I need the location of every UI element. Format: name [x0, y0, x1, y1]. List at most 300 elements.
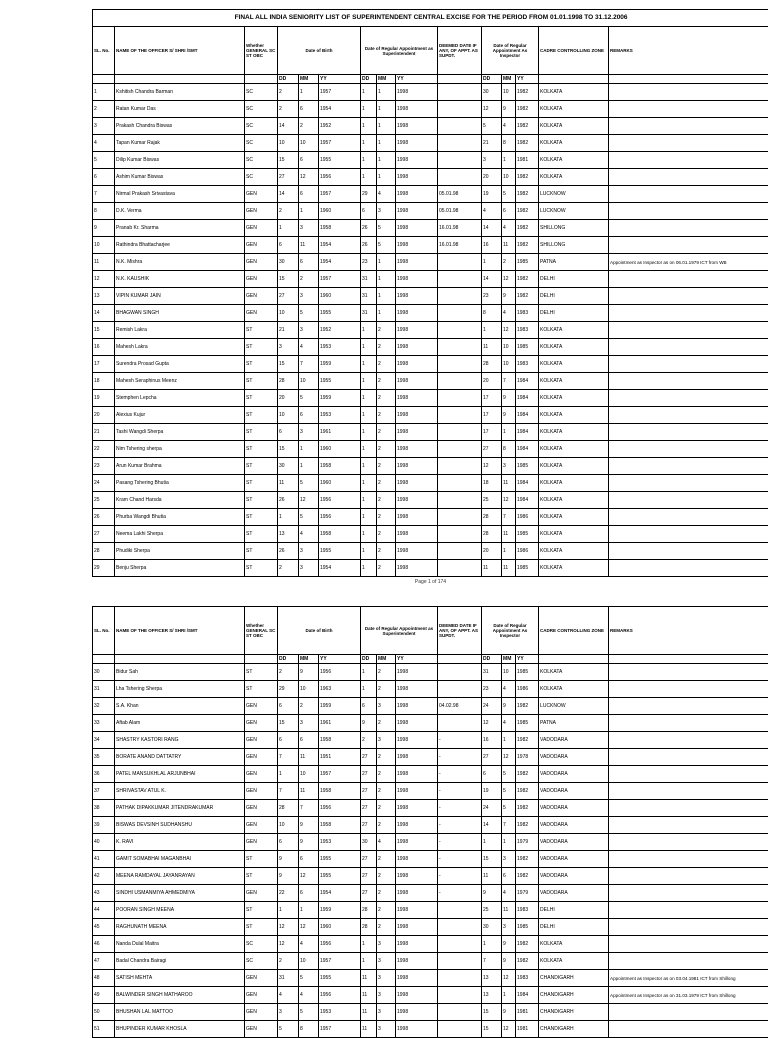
cell-insp-day: 1 [482, 834, 502, 851]
cell-insp-month: 6 [502, 868, 516, 885]
subheader-dd: DD [482, 75, 502, 84]
cell-insp-day: 14 [482, 220, 502, 237]
cell-dob-day: 6 [278, 698, 299, 715]
table-row [93, 118, 768, 135]
cell-supdt-day: 1 [361, 356, 377, 373]
cell-slno: 9 [93, 220, 115, 237]
cell-dob-month: 2 [299, 698, 319, 715]
cell-insp-day: 23 [482, 681, 502, 698]
cell-supdt-year: 1998 [396, 953, 438, 970]
cell-remarks [609, 526, 768, 543]
table-row [93, 322, 768, 339]
cell-dob-day: 7 [278, 749, 299, 766]
cell-zone: VADODARA [539, 851, 609, 868]
cell-dob-day: 10 [278, 407, 299, 424]
table-row [93, 237, 768, 254]
cell-dob-year: 1956 [319, 492, 361, 509]
cell-supdt-year: 1998 [396, 526, 438, 543]
col-header-remarks: REMARKS [609, 27, 768, 75]
cell-insp-month: 9 [502, 936, 516, 953]
cell-dob-day: 15 [278, 715, 299, 732]
page-number: Page 1 of 174 [92, 579, 768, 585]
cell-category: ST [245, 492, 278, 509]
cell-dob-month: 10 [299, 953, 319, 970]
cell-officer-name: BHUSHAN LAL MATTOO [115, 1004, 245, 1021]
cell-zone: KOLKATA [539, 118, 609, 135]
cell-insp-year: 1985 [516, 458, 539, 475]
cell-insp-year: 1979 [516, 885, 539, 902]
cell-supdt-month: 2 [377, 424, 396, 441]
cell-insp-month: 4 [502, 220, 516, 237]
cell-deemed-date: - [438, 834, 482, 851]
table-row [93, 936, 768, 953]
table-row [93, 135, 768, 152]
cell-supdt-month: 3 [377, 1021, 396, 1038]
cell-dob-year: 1955 [319, 373, 361, 390]
cell-officer-name: VIPIN KUMAR JAIN [115, 288, 245, 305]
cell-insp-year: 1985 [516, 715, 539, 732]
cell-dob-day: 10 [278, 817, 299, 834]
cell-slno: 46 [93, 936, 115, 953]
cell-slno: 30 [93, 664, 115, 681]
cell-supdt-day: 28 [361, 919, 377, 936]
cell-category: ST [245, 851, 278, 868]
column-header-row [93, 27, 768, 75]
cell-supdt-year: 1998 [396, 407, 438, 424]
cell-slno: 24 [93, 475, 115, 492]
cell-category: GEN [245, 885, 278, 902]
cell-insp-month: 8 [502, 441, 516, 458]
cell-insp-day: 31 [482, 664, 502, 681]
cell-insp-year: 1984 [516, 987, 539, 1004]
cell-supdt-month: 3 [377, 953, 396, 970]
cell-supdt-day: 1 [361, 475, 377, 492]
cell-insp-year: 1982 [516, 817, 539, 834]
cell-category: SC [245, 101, 278, 118]
col-header-deemed: DEEMED DATE IF ANY, OF APPT. AS SUPDT. [438, 27, 482, 75]
table-row [93, 715, 768, 732]
table-row [93, 220, 768, 237]
cell-slno: 28 [93, 543, 115, 560]
cell-officer-name: BISWAS DEVSINH SUDHANSHU [115, 817, 245, 834]
cell-category: ST [245, 919, 278, 936]
cell-supdt-year: 1998 [396, 868, 438, 885]
cell-supdt-month: 2 [377, 373, 396, 390]
cell-supdt-month: 3 [377, 936, 396, 953]
table-row [93, 970, 768, 987]
cell-supdt-year: 1998 [396, 817, 438, 834]
cell-insp-day: 17 [482, 390, 502, 407]
cell-remarks [609, 698, 768, 715]
cell-zone: KOLKATA [539, 664, 609, 681]
cell-zone: KOLKATA [539, 169, 609, 186]
cell-zone: VADODARA [539, 749, 609, 766]
cell-insp-day: 19 [482, 783, 502, 800]
table-row [93, 288, 768, 305]
cell-slno: 41 [93, 851, 115, 868]
table-row [93, 475, 768, 492]
cell-insp-year: 1983 [516, 970, 539, 987]
cell-zone: LUCKNOW [539, 203, 609, 220]
cell-dob-day: 1 [278, 509, 299, 526]
cell-insp-year: 1982 [516, 851, 539, 868]
cell-insp-day: 18 [482, 475, 502, 492]
cell-supdt-year: 1998 [396, 902, 438, 919]
cell-dob-month: 12 [299, 868, 319, 885]
cell-insp-day: 23 [482, 288, 502, 305]
cell-dob-month: 10 [299, 681, 319, 698]
cell-dob-day: 2 [278, 560, 299, 577]
subheader-mm: MM [502, 655, 516, 664]
table-row [93, 84, 768, 101]
subheader-dd: DD [278, 655, 299, 664]
cell-officer-name: BHAGWAN SINGH [115, 305, 245, 322]
cell-category: SC [245, 135, 278, 152]
cell-dob-day: 1 [278, 766, 299, 783]
cell-category: ST [245, 441, 278, 458]
cell-dob-day: 15 [278, 271, 299, 288]
cell-insp-year: 1983 [516, 305, 539, 322]
cell-dob-year: 1958 [319, 817, 361, 834]
cell-zone: KOLKATA [539, 390, 609, 407]
cell-officer-name: Mahesh Lakra [115, 339, 245, 356]
cell-dob-day: 2 [278, 84, 299, 101]
cell-officer-name: Pranab Kr. Sharma [115, 220, 245, 237]
cell-deemed-date [438, 339, 482, 356]
cell-dob-day: 28 [278, 800, 299, 817]
cell-deemed-date [438, 101, 482, 118]
table-row [93, 390, 768, 407]
table-row [93, 783, 768, 800]
cell-officer-name: Dilip Kumar Biswas [115, 152, 245, 169]
cell-supdt-month: 2 [377, 492, 396, 509]
cell-zone: SHILLONG [539, 237, 609, 254]
cell-supdt-year: 1998 [396, 441, 438, 458]
cell-supdt-day: 1 [361, 424, 377, 441]
cell-insp-month: 10 [502, 664, 516, 681]
cell-deemed-date [438, 475, 482, 492]
cell-officer-name: PATEL MANSUKHLAL ARJUNBHAI [115, 766, 245, 783]
cell-deemed-date [438, 356, 482, 373]
cell-insp-year: 1984 [516, 441, 539, 458]
cell-dob-year: 1959 [319, 356, 361, 373]
cell-dob-year: 1953 [319, 339, 361, 356]
cell-supdt-year: 1998 [396, 698, 438, 715]
cell-supdt-day: 28 [361, 902, 377, 919]
cell-slno: 42 [93, 868, 115, 885]
cell-supdt-day: 26 [361, 220, 377, 237]
cell-supdt-day: 11 [361, 1021, 377, 1038]
cell-insp-day: 5 [482, 118, 502, 135]
cell-dob-year: 1956 [319, 509, 361, 526]
cell-officer-name: Phudiki Sherpa [115, 543, 245, 560]
cell-supdt-day: 26 [361, 237, 377, 254]
cell-insp-day: 11 [482, 868, 502, 885]
cell-dob-day: 15 [278, 356, 299, 373]
cell-officer-name: GAMIT SOMABHAI MAGANBHAI [115, 851, 245, 868]
cell-insp-month: 12 [502, 492, 516, 509]
table-row [93, 356, 768, 373]
cell-insp-day: 15 [482, 851, 502, 868]
col-header-zone: CADRE CONTROLLING ZONE [539, 27, 609, 75]
cell-category: ST [245, 526, 278, 543]
cell-supdt-year: 1998 [396, 152, 438, 169]
cell-dob-year: 1956 [319, 936, 361, 953]
cell-dob-year: 1960 [319, 288, 361, 305]
cell-supdt-year: 1998 [396, 305, 438, 322]
cell-dob-day: 13 [278, 526, 299, 543]
cell-supdt-year: 1998 [396, 970, 438, 987]
cell-insp-year: 1981 [516, 152, 539, 169]
cell-insp-month: 11 [502, 237, 516, 254]
cell-insp-day: 17 [482, 407, 502, 424]
cell-supdt-month: 3 [377, 203, 396, 220]
cell-dob-day: 2 [278, 101, 299, 118]
cell-remarks [609, 118, 768, 135]
cell-dob-month: 11 [299, 749, 319, 766]
table-row [93, 698, 768, 715]
cell-slno: 27 [93, 526, 115, 543]
cell-category: ST [245, 681, 278, 698]
cell-dob-day: 6 [278, 237, 299, 254]
cell-dob-month: 12 [299, 492, 319, 509]
cell-zone: SHILLONG [539, 220, 609, 237]
cell-insp-year: 1982 [516, 783, 539, 800]
cell-supdt-year: 1998 [396, 220, 438, 237]
cell-dob-year: 1955 [319, 543, 361, 560]
cell-insp-day: 15 [482, 1004, 502, 1021]
cell-supdt-day: 27 [361, 868, 377, 885]
cell-supdt-year: 1998 [396, 851, 438, 868]
cell-dob-year: 1958 [319, 458, 361, 475]
cell-officer-name: BHUPINDER KUMAR KHOSLA [115, 1021, 245, 1038]
cell-officer-name: Benju Sherpa [115, 560, 245, 577]
cell-dob-month: 5 [299, 1004, 319, 1021]
cell-dob-day: 3 [278, 339, 299, 356]
cell-deemed-date [438, 902, 482, 919]
cell-supdt-month: 3 [377, 698, 396, 715]
cell-supdt-year: 1998 [396, 458, 438, 475]
cell-dob-month: 4 [299, 987, 319, 1004]
cell-dob-month: 9 [299, 834, 319, 851]
subheader-yy: YY [396, 655, 438, 664]
cell-deemed-date [438, 458, 482, 475]
cell-supdt-day: 1 [361, 373, 377, 390]
cell-officer-name: K. RAVI [115, 834, 245, 851]
cell-deemed-date [438, 681, 482, 698]
cell-supdt-year: 1998 [396, 987, 438, 1004]
cell-insp-year: 1985 [516, 664, 539, 681]
cell-dob-month: 5 [299, 305, 319, 322]
cell-officer-name: Rathindra Bhattacharjee [115, 237, 245, 254]
cell-dob-month: 6 [299, 851, 319, 868]
col-header-regular-insp: Date of Regular Appointment As Inspector [482, 607, 539, 655]
cell-dob-month: 4 [299, 526, 319, 543]
cell-category: GEN [245, 305, 278, 322]
cell-slno: 18 [93, 373, 115, 390]
cell-supdt-month: 2 [377, 664, 396, 681]
subheader-yy: YY [516, 655, 539, 664]
cell-supdt-day: 1 [361, 526, 377, 543]
cell-supdt-year: 1998 [396, 509, 438, 526]
cell-insp-day: 7 [482, 953, 502, 970]
cell-deemed-date [438, 169, 482, 186]
cell-supdt-day: 1 [361, 152, 377, 169]
cell-insp-day: 20 [482, 169, 502, 186]
cell-officer-name: BORATE ANAND DATTATRY [115, 749, 245, 766]
cell-insp-year: 1982 [516, 766, 539, 783]
cell-supdt-year: 1998 [396, 885, 438, 902]
cell-insp-day: 25 [482, 902, 502, 919]
cell-dob-month: 1 [299, 84, 319, 101]
cell-category: GEN [245, 698, 278, 715]
cell-zone: VADODARA [539, 766, 609, 783]
cell-officer-name: PATHAK DIPAKKUMAR JITENDRAKUMAR [115, 800, 245, 817]
cell-insp-year: 1985 [516, 254, 539, 271]
cell-dob-year: 1953 [319, 834, 361, 851]
cell-category: GEN [245, 987, 278, 1004]
cell-zone: KOLKATA [539, 953, 609, 970]
cell-zone: LUCKNOW [539, 186, 609, 203]
cell-insp-month: 5 [502, 800, 516, 817]
cell-remarks [609, 783, 768, 800]
cell-officer-name: Ashim Kumar Biswas [115, 169, 245, 186]
cell-remarks [609, 936, 768, 953]
cell-supdt-year: 1998 [396, 169, 438, 186]
cell-remarks [609, 715, 768, 732]
cell-category: ST [245, 390, 278, 407]
cell-insp-day: 28 [482, 526, 502, 543]
cell-dob-day: 2 [278, 203, 299, 220]
cell-insp-year: 1984 [516, 475, 539, 492]
cell-dob-year: 1955 [319, 970, 361, 987]
cell-officer-name: POORAN SINGH MEENA [115, 902, 245, 919]
subheader-yy: YY [319, 75, 361, 84]
cell-supdt-month: 2 [377, 766, 396, 783]
cell-remarks [609, 509, 768, 526]
cell-category: SC [245, 936, 278, 953]
subheader-mm: MM [299, 75, 319, 84]
cell-dob-day: 6 [278, 732, 299, 749]
cell-supdt-month: 2 [377, 681, 396, 698]
cell-remarks [609, 101, 768, 118]
cell-zone: VADODARA [539, 800, 609, 817]
cell-insp-year: 1984 [516, 492, 539, 509]
cell-dob-day: 10 [278, 135, 299, 152]
cell-dob-year: 1954 [319, 237, 361, 254]
cell-zone: DELHI [539, 288, 609, 305]
cell-remarks [609, 1004, 768, 1021]
cell-supdt-year: 1998 [396, 356, 438, 373]
cell-dob-month: 6 [299, 732, 319, 749]
cell-officer-name: Arun Kumar Brahma [115, 458, 245, 475]
cell-supdt-year: 1998 [396, 492, 438, 509]
cell-deemed-date [438, 424, 482, 441]
cell-insp-month: 12 [502, 970, 516, 987]
cell-dob-day: 14 [278, 118, 299, 135]
cell-insp-year: 1982 [516, 271, 539, 288]
cell-dob-day: 6 [278, 834, 299, 851]
cell-category: SC [245, 118, 278, 135]
table-row [93, 101, 768, 118]
cell-zone: VADODARA [539, 783, 609, 800]
cell-officer-name: N.K. KAUSHIK [115, 271, 245, 288]
cell-remarks [609, 322, 768, 339]
cell-supdt-day: 29 [361, 186, 377, 203]
cell-remarks [609, 1021, 768, 1038]
cell-supdt-month: 2 [377, 390, 396, 407]
cell-supdt-month: 2 [377, 817, 396, 834]
cell-category: SC [245, 84, 278, 101]
cell-supdt-day: 1 [361, 118, 377, 135]
cell-supdt-year: 1998 [396, 424, 438, 441]
cell-supdt-month: 2 [377, 458, 396, 475]
cell-deemed-date [438, 543, 482, 560]
cell-supdt-year: 1998 [396, 186, 438, 203]
cell-supdt-year: 1998 [396, 732, 438, 749]
cell-slno: 51 [93, 1021, 115, 1038]
col-header-zone: CADRE CONTROLLING ZONE [539, 607, 609, 655]
cell-slno: 29 [93, 560, 115, 577]
cell-supdt-month: 2 [377, 783, 396, 800]
cell-supdt-year: 1998 [396, 1004, 438, 1021]
cell-insp-year: 1982 [516, 118, 539, 135]
cell-insp-year: 1982 [516, 800, 539, 817]
cell-remarks [609, 237, 768, 254]
cell-deemed-date [438, 936, 482, 953]
subheader-dd: DD [482, 655, 502, 664]
cell-supdt-month: 4 [377, 186, 396, 203]
cell-supdt-month: 2 [377, 543, 396, 560]
cell-insp-month: 8 [502, 135, 516, 152]
cell-slno: 35 [93, 749, 115, 766]
cell-supdt-month: 2 [377, 356, 396, 373]
cell-slno: 26 [93, 509, 115, 526]
cell-category: ST [245, 543, 278, 560]
cell-remarks [609, 868, 768, 885]
cell-remarks [609, 492, 768, 509]
cell-supdt-day: 1 [361, 492, 377, 509]
table-row [93, 681, 768, 698]
cell-supdt-year: 1998 [396, 800, 438, 817]
cell-category: GEN [245, 186, 278, 203]
table-row [93, 868, 768, 885]
cell-zone: VADODARA [539, 817, 609, 834]
cell-insp-month: 7 [502, 509, 516, 526]
cell-supdt-year: 1998 [396, 373, 438, 390]
cell-supdt-month: 1 [377, 152, 396, 169]
cell-supdt-day: 11 [361, 1004, 377, 1021]
cell-category: GEN [245, 970, 278, 987]
cell-supdt-year: 1998 [396, 766, 438, 783]
cell-insp-year: 1982 [516, 237, 539, 254]
cell-supdt-year: 1998 [396, 749, 438, 766]
cell-category: ST [245, 475, 278, 492]
cell-insp-month: 1 [502, 987, 516, 1004]
cell-insp-year: 1983 [516, 322, 539, 339]
col-header-category: Whether GENERAL SC ST OBC [245, 607, 278, 655]
cell-zone: VADODARA [539, 834, 609, 851]
cell-insp-month: 1 [502, 152, 516, 169]
cell-supdt-year: 1998 [396, 118, 438, 135]
cell-remarks [609, 681, 768, 698]
cell-dob-year: 1958 [319, 220, 361, 237]
seniority-list-page-2 [92, 606, 768, 1038]
cell-insp-day: 17 [482, 424, 502, 441]
cell-supdt-day: 1 [361, 339, 377, 356]
cell-zone: KOLKATA [539, 407, 609, 424]
cell-category: ST [245, 664, 278, 681]
